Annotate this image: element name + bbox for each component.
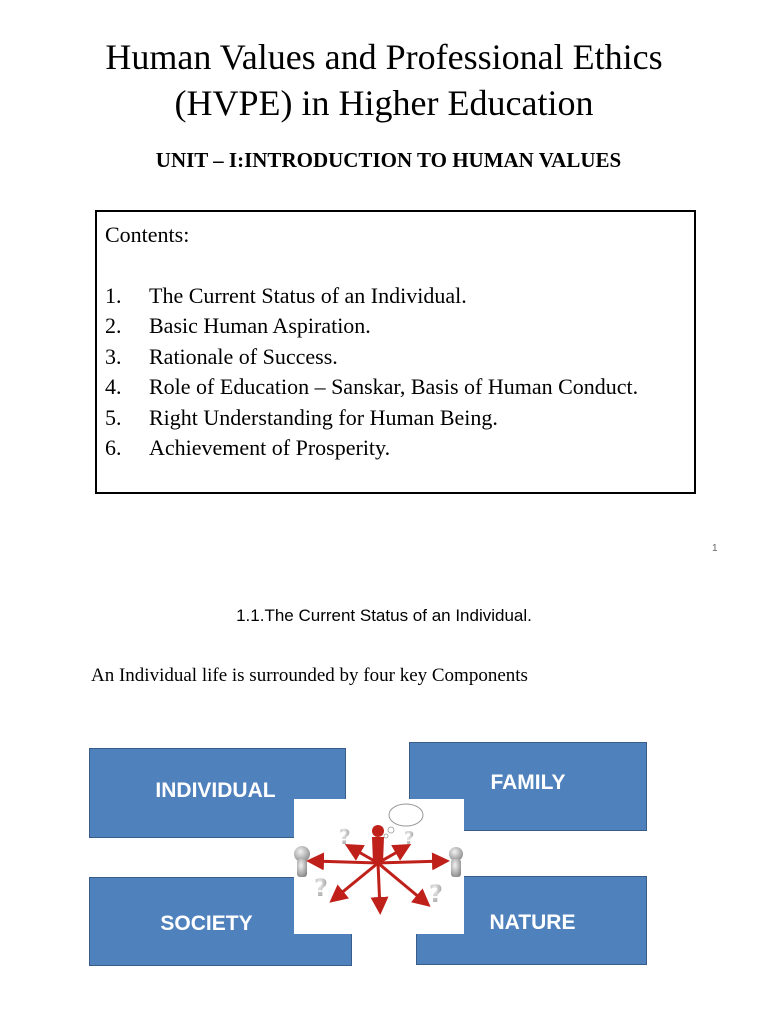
list-item-number: 6. <box>105 435 122 460</box>
svg-text:?: ? <box>314 874 328 902</box>
list-item-text: Right Understanding for Human Being. <box>149 404 498 430</box>
component-society-label: SOCIETY <box>160 911 253 935</box>
component-individual-label: INDIVIDUAL <box>155 779 276 802</box>
document-title <box>0 34 768 126</box>
list-item <box>105 311 694 342</box>
title-line-2: (HVPE) in Higher Education <box>174 83 594 123</box>
page-number: 1 <box>712 543 718 554</box>
list-item-number: 1. <box>105 282 122 308</box>
contents-heading: Contents: <box>105 222 190 247</box>
title-line-1: Human Values and Professional Ethics <box>105 37 663 77</box>
list-item <box>105 433 694 464</box>
list-item-number: 5. <box>105 404 122 430</box>
section-title: 1.1.The Current Status of an Individual. <box>236 606 532 625</box>
list-item-text: Basic Human Aspiration. <box>149 313 371 338</box>
list-item <box>105 281 694 312</box>
svg-text:?: ? <box>339 825 351 849</box>
list-item-text: The Current Status of an Individual. <box>149 282 467 308</box>
contents-list <box>105 281 694 464</box>
person-with-question-marks-and-arrows-icon <box>294 799 464 934</box>
list-item <box>105 372 694 403</box>
list-item <box>105 403 694 434</box>
intro-text: An Individual life is surrounded by four key Components <box>91 665 528 686</box>
unit-heading: UNIT – I:INTRODUCTION TO HUMAN VALUES <box>155 148 622 172</box>
list-item <box>105 342 694 373</box>
list-item-number: 2. <box>105 313 122 338</box>
component-family-label: FAMILY <box>490 770 566 794</box>
list-item-text: Achievement of Prosperity. <box>149 435 391 460</box>
component-nature-label: NATURE <box>489 910 576 934</box>
svg-text:?: ? <box>404 828 415 849</box>
list-item-text: Role of Education – Sanskar, Basis of Human Conduct. <box>149 374 639 399</box>
list-item-text: Rationale of Success. <box>149 343 338 369</box>
list-item-number: 4. <box>105 374 122 399</box>
svg-text:?: ? <box>429 880 443 908</box>
contents-box <box>95 210 696 494</box>
list-item-number: 3. <box>105 343 122 369</box>
